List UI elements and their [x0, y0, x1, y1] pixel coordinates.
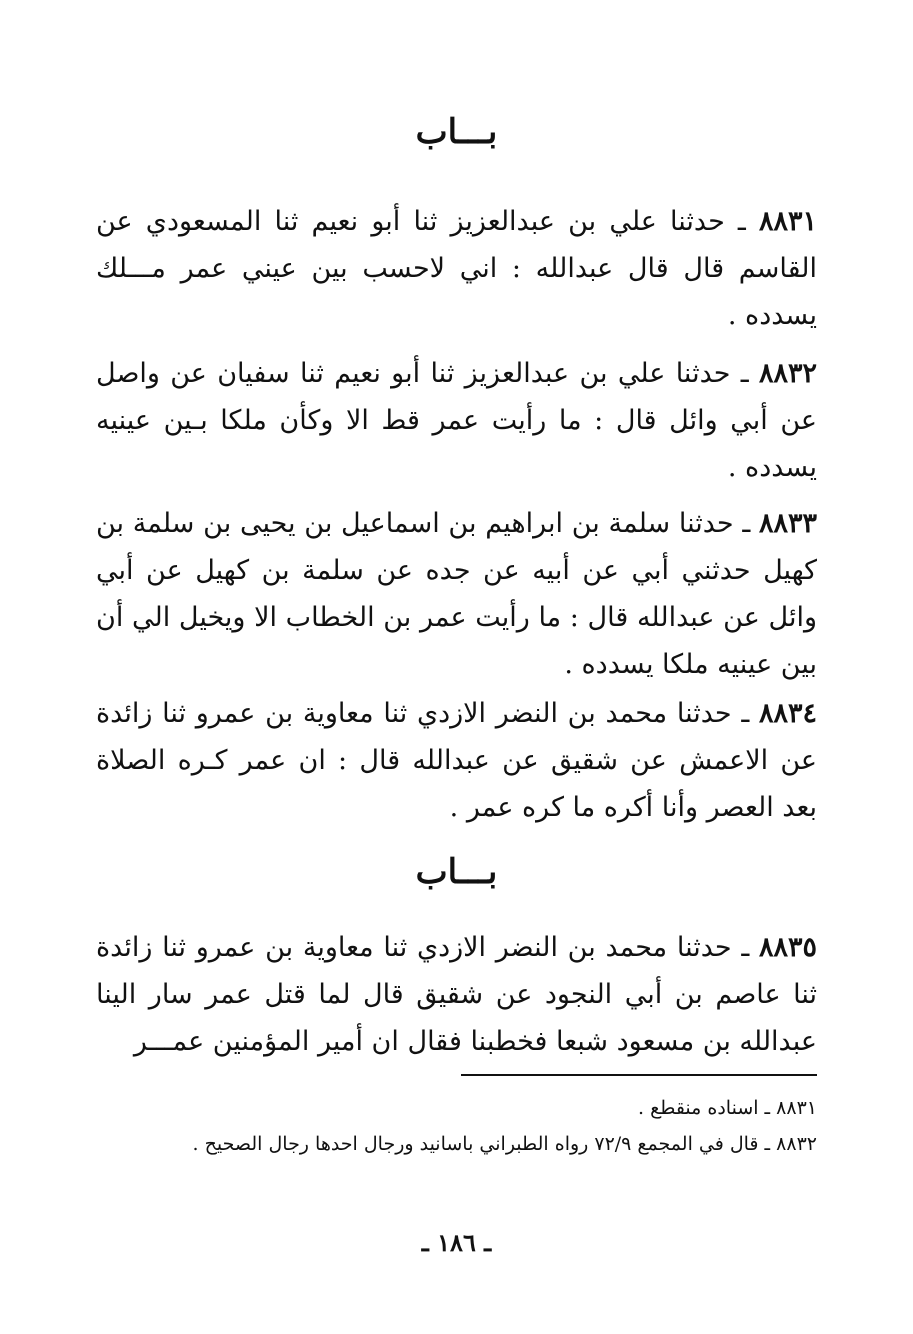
page-number: ـ ١٨٦ ـ — [421, 1228, 492, 1257]
footnote-number: ٨٨٣٢ — [776, 1133, 817, 1155]
hadith-text: ـ حدثنا علي بن عبدالعزيز ثنا أبو نعيم ثنا سفيان عن واصل عن أبي وائل قال : ما رأيت عمر قط الا وكأن ملكا بـين عينيه يسدده . — [96, 358, 817, 483]
hadith-8831 — [96, 198, 817, 339]
footnote-8831 — [96, 1092, 817, 1124]
hadith-number: ٨٨٣٤ — [758, 698, 817, 729]
hadith-number: ٨٨٣٣ — [758, 508, 817, 539]
hadith-text: ـ حدثنا محمد بن النضر الازدي ثنا معاوية بن عمرو ثنا زائدة عن الاعمش عن شقيق عن عبدالله قال : ان عمر كـره الصلاة بعد العصر وأنا أكره ما كره عمر . — [96, 698, 817, 823]
hadith-number: ٨٨٣٢ — [758, 358, 817, 389]
chapter-heading-1: بـــاب — [415, 112, 498, 152]
footnote-8832 — [96, 1128, 817, 1160]
hadith-number: ٨٨٣١ — [758, 206, 817, 237]
hadith-text: ـ حدثنا علي بن عبدالعزيز ثنا أبو نعيم ثنا المسعودي عن القاسم قال قال عبدالله : اني لاحسب بين عيني عمر مـــلك يسدده . — [96, 206, 817, 331]
hadith-text: ـ حدثنا محمد بن النضر الازدي ثنا معاوية بن عمرو ثنا زائدة ثنا عاصم بن أبي النجود عن شقيق قال لما قتل عمر سار الينا عبدالله بن مسعود شبعا فخطبنا فقال ان أمير المؤمنين عمـــر — [96, 932, 817, 1057]
hadith-8832 — [96, 350, 817, 491]
footnote-text: ـ اسناده منقطع . — [638, 1097, 777, 1119]
footnote-number: ٨٨٣١ — [776, 1097, 817, 1119]
hadith-number: ٨٨٣٥ — [758, 932, 817, 963]
hadith-8833 — [96, 500, 817, 688]
hadith-text: ـ حدثنا سلمة بن ابراهيم بن اسماعيل بن يحيى بن سلمة بن كهيل حدثني أبي عن أبيه عن جده عن سلمة بن كهيل عن أبي وائل عن عبدالله قال : ما رأيت عمر بن الخطاب الا ويخيل الي أن بين عينيه ملكا يسدده . — [96, 508, 817, 680]
hadith-8835 — [96, 924, 817, 1065]
chapter-heading-2: بـــاب — [415, 852, 498, 892]
hadith-8834 — [96, 690, 817, 831]
footnote-text: ـ قال في المجمع ٧٢/٩ رواه الطبراني باسانيد ورجال احدها رجال الصحيح . — [192, 1133, 777, 1155]
footnote-divider — [461, 1074, 817, 1076]
